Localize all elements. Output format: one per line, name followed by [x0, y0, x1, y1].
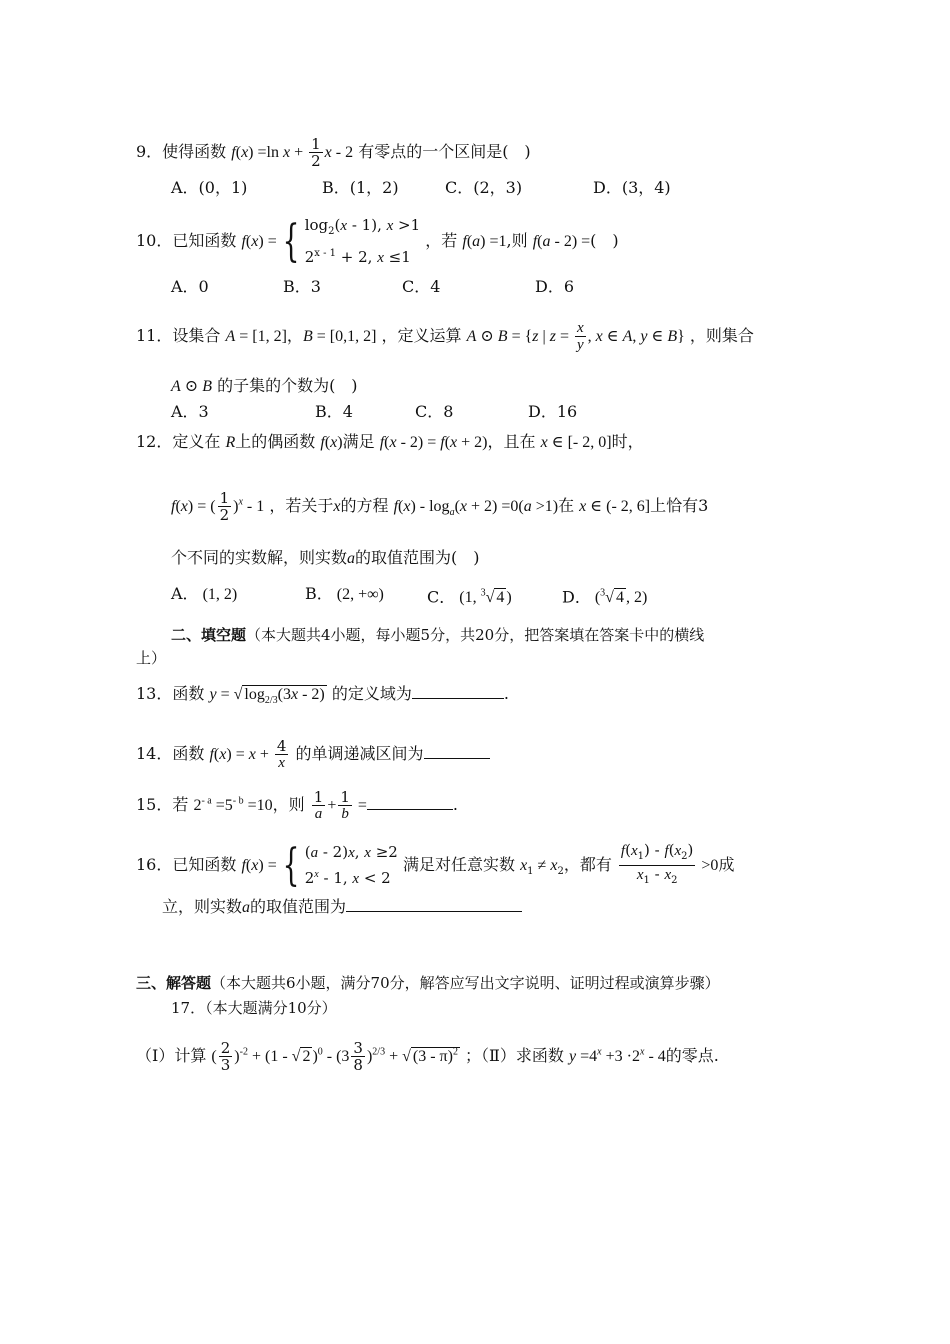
q14-answer-blank[interactable]: [424, 744, 490, 759]
q12-t1: 上的偶函数: [235, 432, 316, 451]
q11-option-d: D．16: [528, 402, 578, 421]
q12-option-a: A． (1, 2): [171, 584, 238, 603]
q10-option-d: D．6: [535, 277, 575, 296]
q13-end: .: [503, 684, 509, 703]
q16-line2: 立，则实数a的取值范围为: [162, 897, 522, 918]
q11-mid: ，定义运算: [381, 326, 462, 345]
section3-note: （本大题共6小题，满分70分，解答应写出文字说明、证明过程或演算步骤）: [211, 974, 720, 992]
q16-line2-tail: 的取值范围为: [250, 897, 347, 916]
q13-tail: 的定义域为: [331, 684, 412, 703]
q9-stem: 9．使得函数 f(x) =ln x + $\frac{1}{2}$ x - 2 有零点的一个区间是( ): [136, 135, 531, 170]
q17-parts: （Ⅰ）计算 ( $\frac{2}{3}$ )$^{-2}$ + (1 - √ 2 )$^0$ - (3 $\frac{3}{8}$ )$^{2/3}$ + √ (3 - π)$^2$ ；（Ⅱ）求函数 $y =4^x +3 \cdot 2^x - 4$的零点.: [136, 1039, 719, 1074]
q16-mid: 满足对任意实数: [402, 855, 515, 874]
q9-option-a: A．(0，1): [171, 178, 248, 197]
q9-option-b: B．(1，2): [322, 178, 399, 197]
q12-line3-text: 个不同的实数解，则实数: [171, 548, 348, 567]
q9-option-d: D．(3，4): [593, 178, 671, 197]
q12-t6: 的方程: [340, 496, 389, 515]
q12-t2: 满足: [342, 432, 375, 451]
q11-option-c: C．8: [415, 402, 454, 421]
q12-t3: ，且在: [487, 432, 536, 451]
q10-tail: ( ): [590, 231, 619, 250]
q11-stem: 11．设集合 A = [1, 2]，B = [0,1, 2] ，定义运算 A ⊙ B = {z | z = $\frac{x}{y}$ , x ∈ A, y ∈ B} ，则集合: [136, 320, 754, 353]
q10-mid2: ,则: [506, 231, 528, 250]
q14-stem: 14．函数 f(x) = x + $\frac{4}{x}$ 的单调递减区间为: [136, 738, 490, 771]
q15-label: 15．若: [136, 795, 189, 814]
q12-t5: ，若关于: [269, 496, 334, 515]
section2-title: 二、填空题: [171, 626, 247, 644]
section3-heading: [136, 973, 720, 993]
q15-mid: ，则: [272, 795, 305, 814]
q12-line2: f(x) = ( $\frac{1}{2}$ )$^x$ - 1 ，若关于x的方程 $f(x) - \log_a(x + 2) =0(a >1)$在 x ∈ (- 2, 6]上恰有3: [171, 489, 709, 524]
q11-label: 11．设集合: [136, 326, 221, 345]
q10-option-a: A．0: [171, 277, 209, 296]
q11-option-b: B．4: [315, 402, 353, 421]
q15-end: .: [452, 795, 459, 814]
q14-label: 14．函数: [136, 744, 205, 763]
section2-note-cont: 上）: [136, 649, 167, 667]
q17-part1: （Ⅰ）计算: [136, 1046, 207, 1065]
q15-stem: 15．若 $2^{- a} =5^{- b} =10$，则 $\frac{1}{a}$ + $\frac{1}{b}$ = .: [136, 788, 459, 822]
q16-tail: 成: [718, 855, 735, 874]
q16-label: 16．已知函数: [136, 855, 237, 874]
q11-tail: ，则集合: [689, 326, 754, 345]
q17-tail: 的零点.: [665, 1046, 719, 1065]
q17-stem: 17．（本大题满分10分）: [171, 999, 337, 1017]
q10-label: 10．已知函数: [136, 231, 237, 250]
q16-mid2: ，都有: [563, 855, 612, 874]
q12-line3: 个不同的实数解，则实数a的取值范围为( ): [171, 548, 480, 567]
q13-stem: 13．函数 y = √ $\log_{2/3}(3x - 2)$ 的定义域为 .: [136, 684, 509, 707]
q13-label: 13．函数: [136, 684, 205, 703]
q12-stem: 12．定义在 R上的偶函数 f(x)满足 f(x - 2) = f(x + 2)，且在 x ∈ [- 2, 0]时，: [136, 432, 644, 451]
q16-answer-blank[interactable]: [346, 897, 522, 912]
q12-option-c: C． (1, $^3$√ 4 ): [427, 587, 512, 607]
q14-tail: 的单调递减区间为: [295, 744, 424, 763]
q15-answer-blank[interactable]: [367, 795, 453, 810]
q10-option-b: B．3: [283, 277, 321, 296]
q12-t4: 时，: [611, 432, 644, 451]
q12-option-d: D． ($^3$√ 4 , 2): [562, 587, 648, 607]
q10-option-c: C．4: [402, 277, 441, 296]
q12-line3-tail: 的取值范围为( ): [355, 548, 480, 567]
q16-line2-text: 立，则实数: [162, 897, 243, 916]
q10-mid: ，若: [425, 231, 458, 250]
section2-note: （本大题共4小题，每小题5分，共20分，把答案填在答案卡中的横线: [246, 626, 705, 644]
q13-answer-blank[interactable]: [412, 684, 504, 699]
q9-label: 9．使得函数: [136, 142, 227, 161]
q11-option-a: A．3: [171, 402, 209, 421]
q9-option-c: C．(2，3): [445, 178, 523, 197]
q12-t8: 上恰有3: [650, 496, 709, 515]
q17-part2: ；（Ⅱ）求函数: [465, 1046, 564, 1065]
section2-heading: [171, 625, 704, 645]
q16-stem: 16．已知函数 f(x) = { (a - 2)x, x ≥2 2$^x$ - 1, x < 2 满足对任意实数 $x_1 \ne x_2$，都有 $\frac{f(x_1) - f(x_2)}{x_1 - x_2}$ >0成: [136, 839, 735, 891]
q9-tail: 有零点的一个区间是( ): [358, 142, 531, 161]
q11-line2-text: 的子集的个数为( ): [217, 376, 358, 395]
q12-t7: 在: [558, 496, 575, 515]
q12-option-b: B． (2, +∞): [305, 584, 384, 603]
section3-title: 三、解答题: [136, 974, 212, 992]
q10-stem: 10．已知函数 f(x) = { $\log_2(x - 1)$, x >1 $2^{x - 1} + 2$, x ≤1 ，若 f(a) =1,则 f(a - 2) =( ): [136, 215, 619, 267]
q12-label: 12．定义在: [136, 432, 221, 451]
q11-line2: A ⊙ B 的子集的个数为( ): [171, 376, 358, 395]
